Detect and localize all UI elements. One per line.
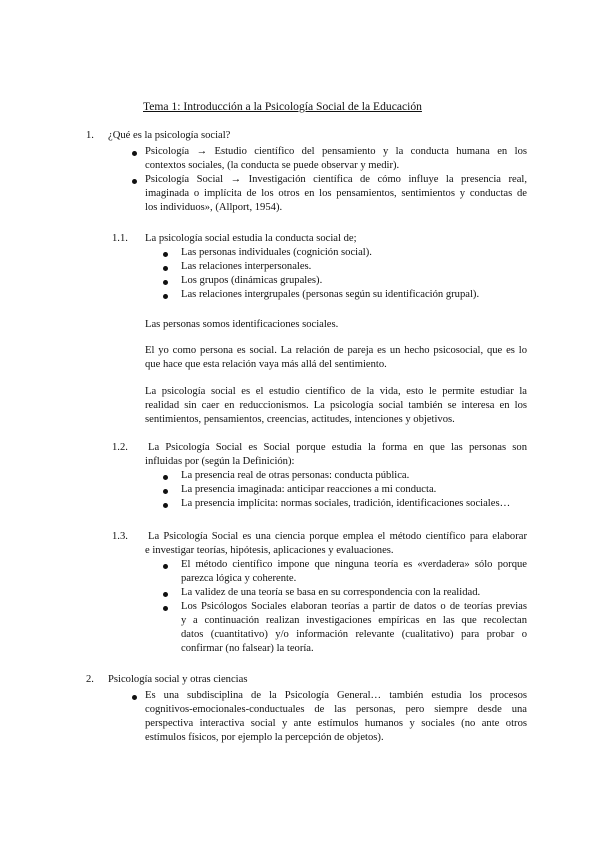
bullet-icon [163,489,168,494]
paragraph-line: El yo como persona es social. La relación de pareja es un hecho psicosocial, que es lo [145,345,527,356]
section-number: 1. [86,130,94,141]
section-heading: ¿Qué es la psicología social? [108,130,231,141]
subsection-heading-line: e investigar teorías, hipótesis, aplicaciones y evaluaciones. [145,545,394,556]
subsection-number: 1.1. [112,233,128,244]
paragraph-line: perspectiva interactiva social y ante estímulos humanos y sociales (no ante otros [145,718,527,729]
subsection-number: 1.2. [112,442,128,453]
paragraph-line: La psicología social es el estudio científico de la vida, esto le permite estudiar la [145,386,527,397]
bullet-icon [163,592,168,597]
paragraph-line: Psicología Social → Investigación científica de cómo influye la presencia real, [145,174,527,185]
list-item: La presencia imaginada: anticipar reacciones a mi conducta. [181,484,437,495]
bullet-icon [132,179,137,184]
list-item: La presencia implícita: normas sociales, tradición, identificaciones sociales… [181,498,511,509]
bullet-icon [132,151,137,156]
bullet-icon [163,294,168,299]
paragraph-line: datos (cuantitativo) y/o información relevante (cualitativo) para probar o [181,629,527,640]
paragraph-line: y a continuación realizan investigaciones empíricas en las que recolectan [181,615,527,626]
subsection-number: 1.3. [112,531,128,542]
subsection-heading-line: influidas por (según la Definición): [145,456,295,467]
paragraph-line: estímulos físicos, por ejemplo la percepción de objetos). [145,732,384,743]
list-item: Las relaciones interpersonales. [181,261,312,272]
section-heading: Psicología social y otras ciencias [108,674,248,685]
list-item: La presencia real de otras personas: conducta pública. [181,470,410,481]
bullet-icon [163,475,168,480]
list-item: Los grupos (dinámicas grupales). [181,275,323,286]
paragraph-line: confirmar (no falsear) la teoría. [181,643,314,654]
subsection-heading: La psicología social estudia la conducta social de; [145,233,357,244]
paragraph-line: realidad sin caer en reduccionismos. La psicología social también se interesa en los [145,400,527,411]
subsection-heading-line: La Psicología Social es una ciencia porque emplea el método científico para elaborar [148,531,527,542]
bullet-icon [163,564,168,569]
paragraph-line: Es una subdisciplina de la Psicología General… también estudia los procesos [145,690,527,701]
bullet-icon [163,280,168,285]
paragraph: Las personas somos identificaciones sociales. [145,319,339,330]
bullet-icon [163,503,168,508]
paragraph-line: cognitivos-emocionales-conductuales de las personas, pero siempre desde una [145,704,527,715]
page-title: Tema 1: Introducción a la Psicología Social de la Educación [143,100,422,113]
paragraph-line: sentimientos, pensamientos, creencias, actitudes, intenciones y objetivos. [145,414,455,425]
bullet-icon [163,606,168,611]
paragraph-line: contextos sociales, (la conducta se puede observar y medir). [145,160,400,171]
paragraph-line: Psicología → Estudio científico del pensamiento y la conducta humana en los [145,146,527,157]
bullet-icon [163,252,168,257]
paragraph-line: imaginada o implícita de los otros en los pensamientos, sentimientos y conductas de [145,188,527,199]
paragraph-line: los individuos», (Allport, 1954). [145,202,283,213]
bullet-icon [132,695,137,700]
list-item: La validez de una teoría se basa en su correspondencia con la realidad. [181,587,481,598]
bullet-icon [163,266,168,271]
list-item: Las personas individuales (cognición social). [181,247,372,258]
paragraph-line: El método científico impone que ninguna teoría es «verdadera» sólo porque [181,559,527,570]
section-number: 2. [86,674,94,685]
paragraph-line: que hace que esta relación vaya más allá del sentimiento. [145,359,387,370]
paragraph-line: parezca lógica y coherente. [181,573,297,584]
subsection-heading-line: La Psicología Social es Social porque estudia la forma en que las personas son [148,442,527,453]
list-item: Las relaciones intergrupales (personas según su identificación grupal). [181,289,480,300]
paragraph-line: Los Psicólogos Sociales elaboran teorías a partir de datos o de teorías previas [181,601,527,612]
